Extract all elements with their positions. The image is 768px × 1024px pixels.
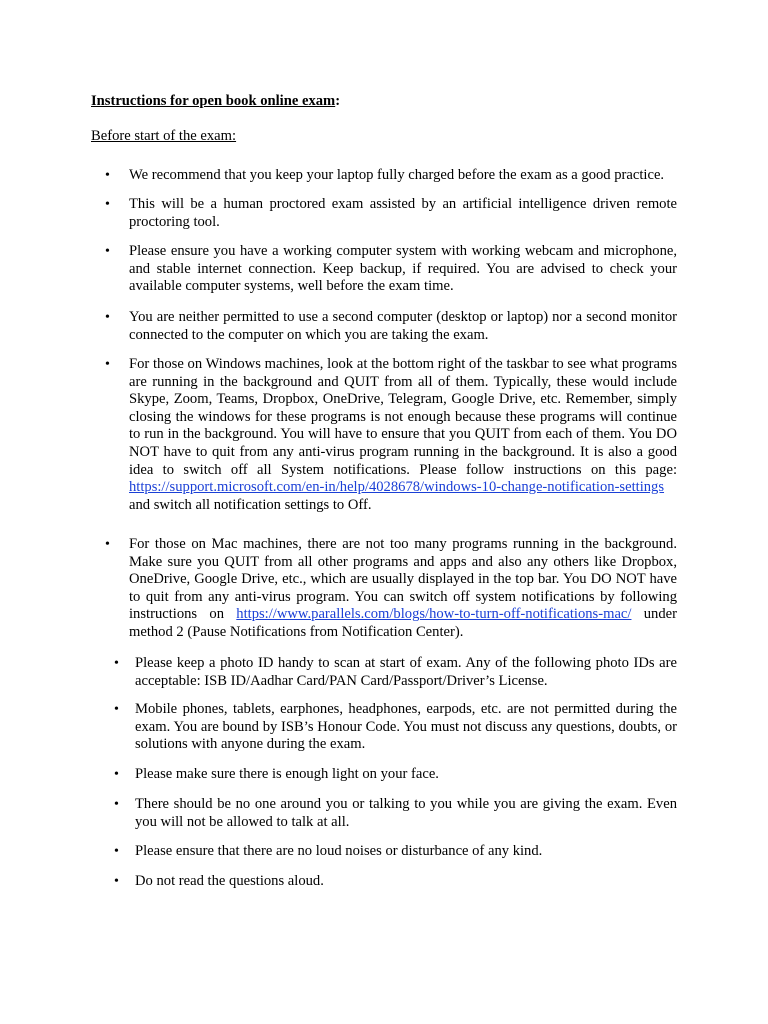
bullet-icon: • — [105, 357, 110, 372]
document-title — [91, 93, 340, 111]
instruction-item-5-text: For those on Windows machines, look at the bottom right of the taskbar to see what programs are running in the background and QUIT from all of them. Typically, these would include Skype, Zoom, Teams, Dropbox, OneDrive, Telegram, Google Drive, etc. Remember, simply closing the windows for these programs is not enough because these programs will continue to run in the background. You will have to ensure that you QUIT from each of them. You DO NOT have to quit from any anti-virus program running in the background. It is also a good idea to switch off all System notifications. Please follow instructions on this page: — [129, 356, 677, 478]
bullet-icon: • — [114, 874, 119, 889]
bullet-icon: • — [114, 656, 119, 671]
document-title-text: Instructions for open book online exam — [91, 93, 336, 109]
document-title-colon: : — [335, 93, 341, 109]
parallels-notifications-link[interactable]: https://www.parallels.com/blogs/how-to-turn-off-notifications-mac/ — [236, 606, 632, 623]
instruction-item-6-text-end: under method 2 (Pause Notifications from Notification Center). — [129, 606, 677, 640]
instruction-item-6-text: For those on Mac machines, there are not too many programs running in the background. Make sure you QUIT from all other programs and apps and also any others like Dropbox, OneDrive, Google Drive, etc., which are usually displayed in the top bar. You DO NOT have to quit from any anti-virus program. You can switch off system notifications by following instructions on — [129, 536, 677, 623]
bullet-icon: • — [105, 537, 110, 552]
bullet-icon: • — [105, 197, 110, 212]
bullet-icon: • — [114, 797, 119, 812]
instruction-item-5 — [129, 356, 677, 514]
instruction-item-8: Mobile phones, tablets, earphones, headphones, earpods, etc. are not permitted during the exam. You are bound by ISB’s Honour Code. You must not discuss any questions, doubts, or solutions with anyone during the exam. — [135, 701, 677, 753]
bullet-icon: • — [105, 310, 110, 325]
bullet-icon: • — [114, 702, 119, 717]
instruction-item-2: This will be a human proctored exam assisted by an artificial intelligence driven remote proctoring tool. — [129, 196, 677, 230]
bullet-icon: • — [105, 168, 110, 183]
instruction-item-4: You are neither permitted to use a second computer (desktop or laptop) nor a second monitor connected to the computer on which you are taking the exam. — [129, 309, 677, 343]
bullet-icon: • — [114, 767, 119, 782]
instruction-item-5-text-end: and switch all notification settings to Off. — [129, 496, 372, 513]
bullet-icon: • — [114, 844, 119, 859]
instruction-item-11: Please ensure that there are no loud noises or disturbance of any kind. — [135, 843, 543, 859]
microsoft-notification-settings-link[interactable]: https://support.microsoft.com/en-in/help/4028678/windows-10-change-notification-settings — [129, 479, 665, 496]
instruction-item-3: Please ensure you have a working computer system with working webcam and microphone, and stable internet connection. Keep backup, if required. You are advised to check your available computer systems, well before the exam time. — [129, 243, 677, 295]
bullet-icon: • — [105, 244, 110, 259]
instruction-item-10: There should be no one around you or talking to you while you are giving the exam. Even you will not be allowed to talk at all. — [135, 796, 677, 830]
instruction-item-7: Please keep a photo ID handy to scan at start of exam. Any of the following photo IDs are acceptable: ISB ID/Aadhar Card/PAN Card/Passport/Driver’s License. — [135, 655, 677, 689]
instruction-item-1: We recommend that you keep your laptop fully charged before the exam as a good practice. — [129, 167, 665, 183]
instruction-item-6 — [129, 536, 677, 642]
section-heading: Before start of the exam: — [91, 128, 237, 144]
instruction-item-12: Do not read the questions aloud. — [135, 873, 324, 889]
instruction-item-9: Please make sure there is enough light on your face. — [135, 766, 439, 782]
